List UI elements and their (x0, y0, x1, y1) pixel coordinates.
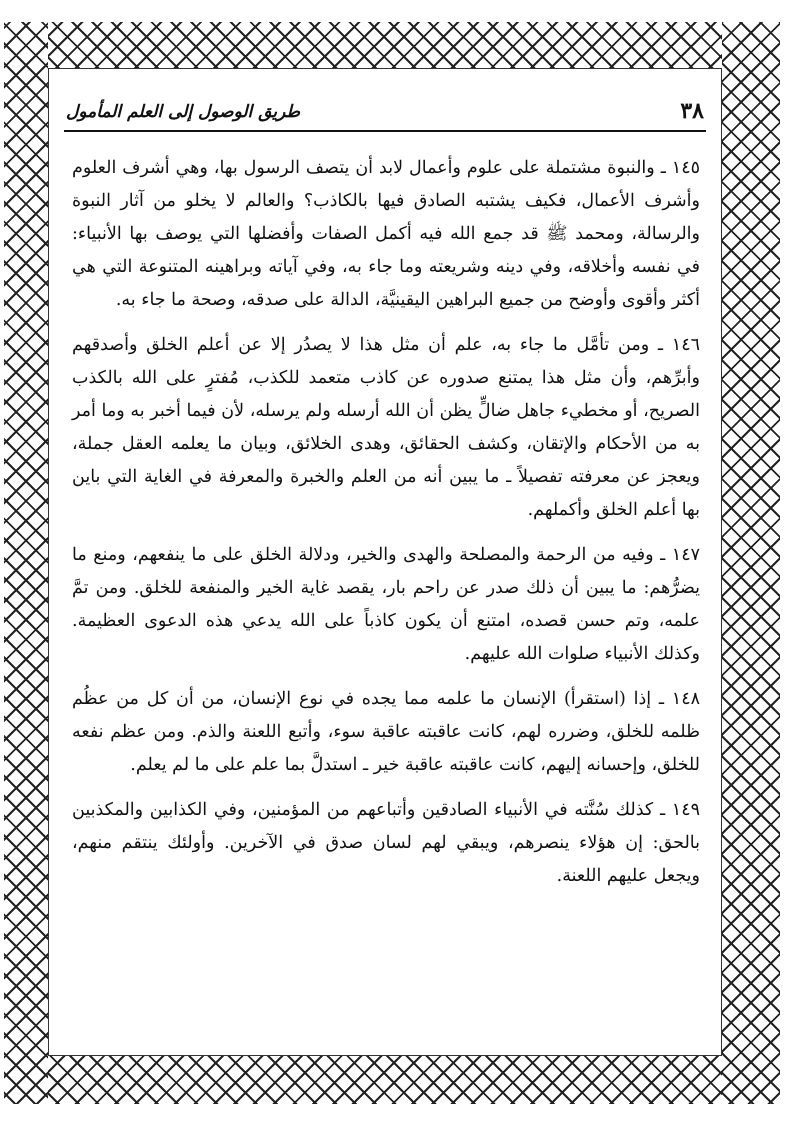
paragraph-149: ١٤٩ ـ كذلك سُنَّته في الأنبياء الصادقين وأتباعهم من المؤمنين، وفي الكذابين والمكذبين بالحق: إن هؤلاء ينصرهم، ويبقي لهم لسان صدق في الآخرين. وأولئك ينتقم منهم، ويجعل عليهم اللعنة. (72, 800, 700, 886)
paragraph-145: ١٤٥ ـ والنبوة مشتملة على علوم وأعمال لابد أن يتصف الرسول بها، وهي أشرف العلوم وأشرف الأعمال، فكيف يشتبه الصادق فيها بالكاذب؟ والعالم لا يخلو من آثار النبوة والرسالة، ومحمد ﷺ قد جمع الله فيه أكمل الصفات وأفضلها التي يوصف بها الأنبياء: في نفسه وأخلاقه، وفي دينه وشريعته وما جاء به، وفي آياته وبراهينه المتنوعة التي هي أكثر وأقوى وأوضح من جميع البراهين اليقينيَّة، الدالة على صدقه، وصحة ما جاء به. (72, 158, 700, 310)
running-title: طريق الوصول إلى العلم المأمول (66, 102, 301, 122)
ornamental-border-right (722, 22, 780, 1104)
ornamental-border-bottom (8, 1056, 780, 1104)
paragraph-146: ١٤٦ ـ ومن تأمَّل ما جاء به، علم أن مثل هذا لا يصدُر إلا عن أعلم الخلق وأصدقهم وأبرِّهم، وأن مثل هذا يمتنع صدوره عن كاذب متعمد للكذب، مُفترٍ على الله بالكذب الصريح، أو مخطيء جاهل ضالٍّ يظن أن الله أرسله ولم يرسله، لأن فيما أخبر به وما أمر به من الأحكام والإتقان، وكشف الحقائق، وهدى الخلائق، وبيان ما يعلمه العقل جملة، ويعجز عن معرفته تفصيلاً ـ ما يبين أنه من العلم والخبرة والمعرفة في الغاية التي باين بها أعلم الخلق وأكملهم. (72, 335, 700, 520)
paragraph-147: ١٤٧ ـ وفيه من الرحمة والمصلحة والهدى والخير، ودلالة الخلق على ما ينفعهم، ومنع ما يضرُّهم: ما يبين أن ذلك صدر عن راحم بار، يقصد غاية الخير والمنفعة للخلق. ومن تمَّ علمه، وتم حسن قصده، امتنع أن يكون كاذباً على الله يدعي هذه الدعوى العظيمة. وكذلك الأنبياء صلوات الله عليهم. (72, 545, 700, 664)
body-text (72, 152, 700, 893)
page-number: ٣٨ (680, 98, 704, 124)
ornamental-border-left (4, 22, 48, 1104)
paragraph-148: ١٤٨ ـ إذا (استقرأ) الإنسان ما علمه مما يجده في نوع الإنسان، من أن كل من عظُم ظلمه للخلق، وضرره لهم، كانت عاقبته عاقبة سوء، وأتبع اللعنة والذم. ومن عظم نفعه للخلق، وإحسانه إليهم، كانت عاقبته عاقبة خير ـ استدلَّ بما علم على ما لم يعلم. (72, 689, 700, 775)
header-rule (64, 130, 706, 132)
ornamental-border-top (8, 22, 780, 68)
